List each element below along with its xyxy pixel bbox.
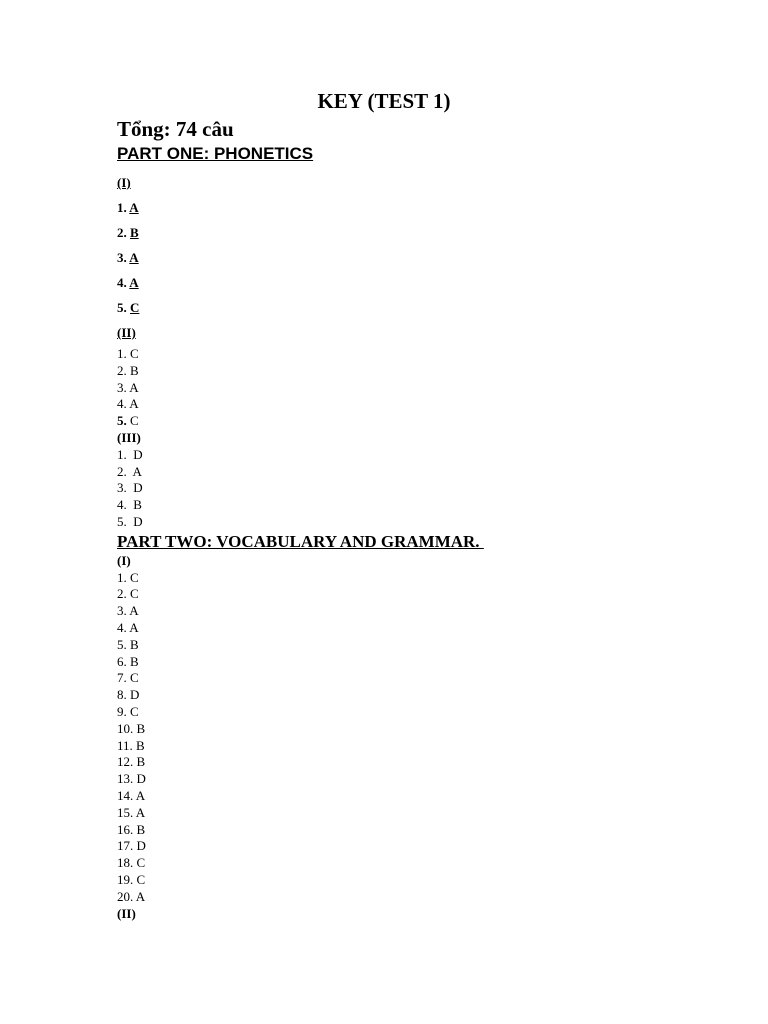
answer-item [117,447,677,464]
answer-letter: D [133,513,143,529]
answer-item: 5. B [117,636,139,652]
answer-letter: A [132,463,142,479]
answer-item: 3. A [117,603,139,619]
document-page [117,86,677,922]
answer-item [117,363,677,380]
answer-letter: C [130,300,140,315]
answer-item: 11. B [117,737,145,753]
answer-item [117,480,677,497]
answer-letter: D [133,446,143,462]
answer-item: 14. A [117,787,146,803]
answer-letter: A [129,200,139,215]
answer-item [117,346,677,363]
answer-letter: D [133,480,143,496]
answer-list-p2-s1 [117,570,677,906]
answer-item: 7. C [117,670,139,686]
answer-number: 5. [117,413,127,429]
answer-item: 13. D [117,771,146,787]
answer-item [117,220,677,245]
answer-number: 1. [117,346,127,361]
answer-number: 4. [117,396,127,412]
answer-item [117,295,677,320]
document-title: KEY (TEST 1) [317,89,451,113]
answer-letter: B [133,497,142,513]
answer-number: 3. [117,480,127,496]
answer-item: 19. C [117,871,146,887]
answer-item [117,245,677,270]
answer-item: 12. B [117,754,146,770]
answer-letter: A [129,275,139,290]
answer-letter: C [130,413,139,429]
section-label: (III) [117,429,141,445]
answer-list-p1-s2 [117,346,677,430]
answer-item [117,464,677,481]
answer-letter: B [130,225,139,240]
answer-letter: A [129,396,139,412]
part-one-heading: PART ONE: PHONETICS [117,144,314,163]
answer-number: 2. [117,362,127,378]
answer-item: 18. C [117,855,146,871]
answer-number: 4. [117,275,127,290]
answer-number: 1. [117,200,127,215]
section-label: (I) [117,552,131,568]
answer-item: 16. B [117,821,146,837]
answer-number: 1. [117,446,127,462]
answer-number: 3. [117,250,127,265]
answer-number: 4. [117,497,127,513]
answer-number: 3. [117,379,127,395]
answer-item: 1. C [117,569,139,585]
section-label: (II) [117,325,136,340]
part-two-heading: PART TWO: VOCABULARY AND GRAMMAR. [117,531,484,551]
answer-item: 10. B [117,720,146,736]
answer-number: 2. [117,463,127,479]
answer-item [117,514,677,531]
answer-item: 15. A [117,804,146,820]
answer-item: 4. A [117,619,139,635]
answer-item [117,380,677,397]
answer-item: 17. D [117,838,146,854]
answer-item [117,270,677,295]
answer-item [117,396,677,413]
answer-item: 9. C [117,703,139,719]
answer-item [117,195,677,220]
answer-item: 8. D [117,687,140,703]
document-subtitle: Tổng: 74 câu [117,117,234,141]
answer-letter: A [129,379,139,395]
answer-item: 6. B [117,653,139,669]
answer-letter: C [130,346,139,361]
answer-letter: B [130,362,139,378]
answer-item [117,413,677,430]
answer-item: 2. C [117,586,139,602]
answer-letter: A [129,250,139,265]
section-label: (II) [117,905,136,921]
answer-list-p1-s3 [117,447,677,531]
answer-number: 5. [117,513,127,529]
answer-list-p1-s1 [117,195,677,320]
answer-item: 20. A [117,888,146,904]
section-label: (I) [117,175,131,190]
answer-item [117,497,677,514]
answer-number: 5. [117,300,127,315]
answer-number: 2. [117,225,127,240]
